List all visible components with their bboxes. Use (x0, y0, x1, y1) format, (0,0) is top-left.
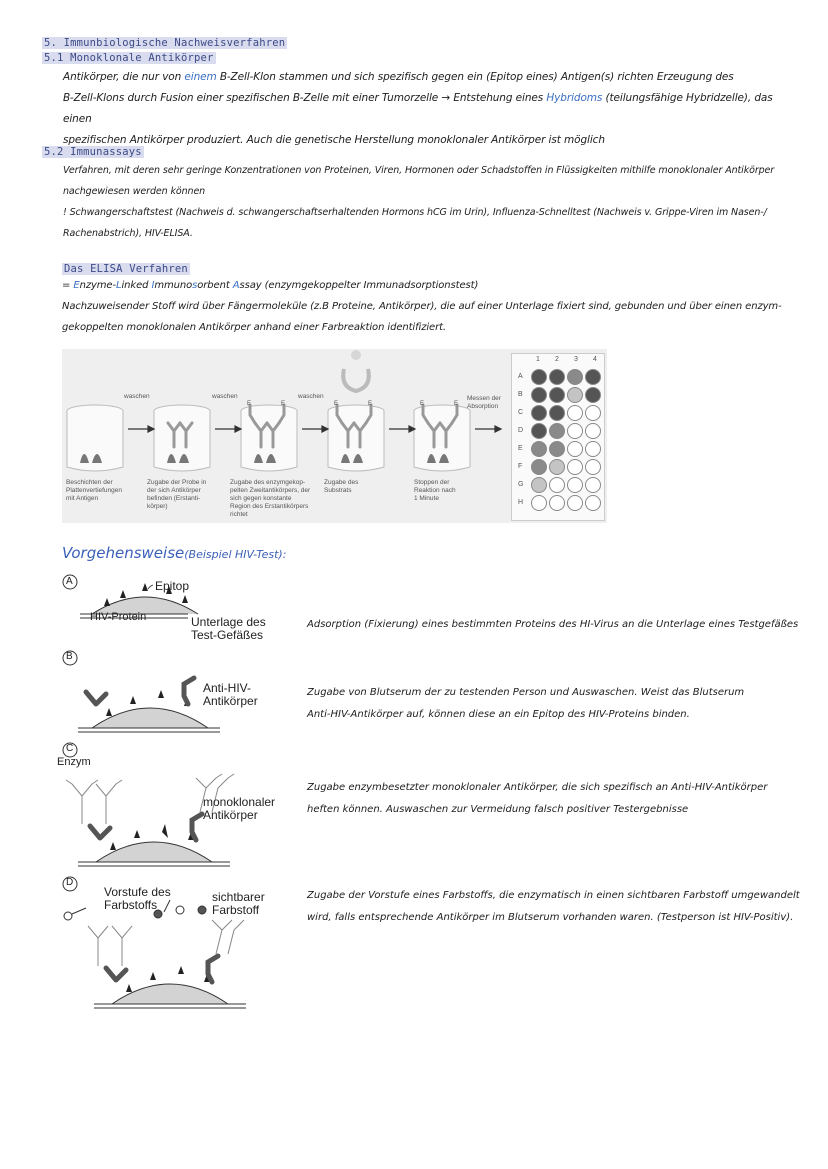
sichtbar-label: sichtbarer Farbstoff (212, 890, 265, 917)
plate-well (585, 441, 601, 457)
plate-row-label: H (518, 499, 524, 506)
step-b-text: Zugabe von Blutserum der zu testenden Person und Auswaschen. Weist das Blutserum Anti-HIV-Antikörper auf, können diese an ein Epitop des HIV-Proteins binden. (307, 687, 745, 720)
step-caption: Zugabe des enzymgekop- pelten Zweitantikörpers, der sich gegen konstante Region des Erstantikörpers richtet (230, 479, 311, 518)
step-c-letter: C (66, 743, 74, 754)
plate-well (567, 405, 583, 421)
plate-column-label: 3 (574, 356, 578, 363)
section-5-heading: 5. Immunbiologische Nachweisverfahren (44, 37, 286, 49)
step-b-letter: B (66, 651, 73, 662)
section-5-1-heading: 5.1 Monoklonale Antikörper (44, 52, 214, 64)
step-caption: Zugabe der Probe in der sich Antikörper befinden (Erstanti- körper) (147, 479, 207, 510)
plate-well (549, 387, 565, 403)
plate-well (549, 441, 565, 457)
plate-well (549, 423, 565, 439)
step-caption: Beschichten der Plattenvertiefungen mit Antigen (66, 479, 123, 502)
plate-well (531, 387, 547, 403)
plate-row-label: G (518, 481, 524, 488)
step-d-letter: D (66, 877, 74, 888)
plate-row-label: C (518, 409, 524, 416)
measure-label: Messen der Absorption (467, 395, 501, 410)
section-5-2-text: Verfahren, mit deren sehr geringe Konzentrationen von Proteinen, Viren, Hormonen oder Schadstoffen in Flüssigkeiten mithilfe monoklonaler Antikörper nachgewiesen werden können ! Schwangerschaftstest (Nachweis d. schwangerschaftserhaltenden Hormons hCG im Urin), Influenza-Schnelltest (Nachweis v. Grippe-Viren im Nasen-/ Rachenabstrich), HIV-ELISA. (63, 165, 775, 239)
plate-column-label: 4 (593, 356, 597, 363)
plate-well (585, 405, 601, 421)
plate-well (549, 369, 565, 385)
step-c-text: Zugabe enzymbesetzter monoklonaler Antikörper, die sich spezifisch an Anti-HIV-Antikörper heften können. Auswaschen zur Vermeidung falsch positiver Testergebnisse (307, 782, 768, 815)
enzyme-letter: E (454, 401, 459, 407)
plate-well (567, 495, 583, 511)
enzyme-letter: E (368, 401, 373, 407)
plate-row-label: A (518, 373, 523, 380)
enzyme-letter: E (247, 401, 252, 407)
plate-well (549, 495, 565, 511)
microplate (511, 353, 605, 521)
plate-well (531, 423, 547, 439)
plate-row-label: D (518, 427, 524, 434)
wash-label: waschen (212, 393, 238, 400)
plate-well (585, 459, 601, 475)
plate-well (531, 369, 547, 385)
plate-row-label: E (518, 445, 523, 452)
wash-label: waschen (298, 393, 324, 400)
hiv-protein-label: HIV-Protein (90, 611, 147, 623)
plate-column-label: 2 (555, 356, 559, 363)
plate-well (549, 459, 565, 475)
plate-well (585, 369, 601, 385)
enzyme-letter: E (420, 401, 425, 407)
epitop-label: Epitop (155, 579, 190, 593)
plate-well (585, 495, 601, 511)
plate-well (531, 477, 547, 493)
section-5-2-heading: 5.2 Immunassays (44, 146, 142, 158)
elisa-heading: Das ELISA Verfahren (64, 263, 188, 275)
elisa-text: = Enzyme-Linked Immunosorbent Assay (enzymgekoppelter Immunadsorptionstest) Nachzuweisender Stoff wird über Fängermoleküle (z.B Proteine, Antikörper), die auf einer Unterlage fixiert sind, gebunden und über einen enzym- gekoppelten monoklonalen Antikörper anhand einer Farbreaktion identifiziert. (62, 280, 782, 333)
section-5-1-text: Antikörper, die nur von einem B-Zell-Klon stammen und sich spezifisch gegen ein (Epitop eines) Antigen(s) richten Erzeugung des B-Zell-Klons durch Fusion einer spezifischen B-Zelle mit einer Tumorzelle → Entstehung eines Hybridoms (teilungsfähige Hybridzelle), das einen spezifischen Antikörper produziert. Auch die genetische Herstellung monoklonaler Antikörper ist möglich (63, 71, 773, 146)
plate-row-label: B (518, 391, 523, 398)
enzyme-letter: E (281, 401, 286, 407)
plate-well (585, 387, 601, 403)
plate-well (531, 459, 547, 475)
plate-well (567, 477, 583, 493)
plate-well (549, 405, 565, 421)
plate-well (567, 459, 583, 475)
step-caption: Zugabe des Substrats (324, 479, 359, 494)
anti-hiv-label: Anti-HIV- Antikörper (203, 681, 258, 708)
step-caption: Stoppen der Reaktion nach 1 Minute (414, 479, 456, 502)
unterlage-label: Unterlage des Test-Gefäßes (191, 615, 266, 642)
monoklonaler-label: monoklonaler Antikörper (203, 795, 276, 822)
step-a-text: Adsorption (Fixierung) eines bestimmten Proteins des HI-Virus an die Unterlage eines Testgefäßes (307, 619, 799, 630)
plate-well (567, 423, 583, 439)
plate-column-label: 1 (536, 356, 540, 363)
procedure-title: Vorgehensweise(Beispiel HIV-Test): (62, 544, 287, 562)
plate-well (531, 405, 547, 421)
wash-label: waschen (124, 393, 150, 400)
plate-well (567, 387, 583, 403)
plate-well (549, 477, 565, 493)
step-a-letter: A (66, 576, 73, 587)
plate-well (531, 441, 547, 457)
plate-well (567, 369, 583, 385)
enzym-label: Enzym (57, 756, 91, 768)
plate-row-label: F (518, 463, 523, 470)
enzyme-letter: E (334, 401, 339, 407)
elisa-process-figure (62, 349, 607, 523)
plate-well (567, 441, 583, 457)
plate-well (585, 477, 601, 493)
plate-well (585, 423, 601, 439)
step-d-text: Zugabe der Vorstufe eines Farbstoffs, die enzymatisch in einen sichtbaren Farbstoff umgewandelt wird, falls entsprechende Antikörper im Blutserum vorhanden waren. (Testperson ist HIV-Positiv). (307, 890, 800, 923)
plate-well (531, 495, 547, 511)
vorstufe-label: Vorstufe des Farbstoffs (104, 885, 171, 912)
